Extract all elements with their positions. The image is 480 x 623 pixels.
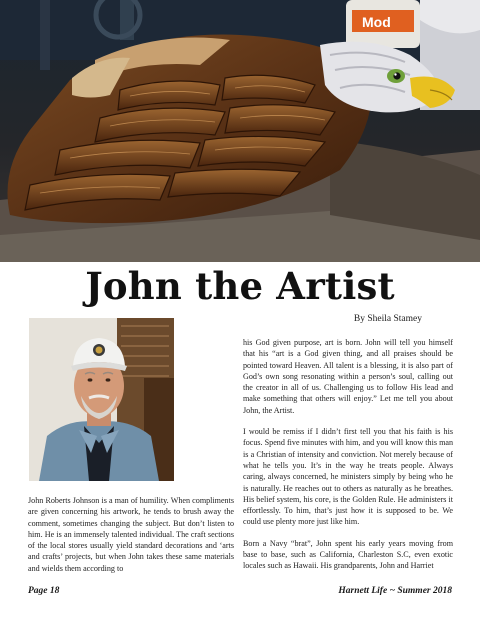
byline: By Sheila Stamey (353, 314, 422, 324)
article-right-column (243, 337, 453, 582)
page-number: Page 18 (28, 586, 60, 596)
portrait-photo-john (29, 318, 174, 481)
paragraph: Born a Navy “brat”, John spent his early years moving from base to base, such as California, Charleston S.C, even exotic locales such as Hawaii. His grandparents, John and Harriet (243, 538, 453, 571)
hero-photo-carved-eagle (0, 0, 480, 262)
article-title: John the Artist (85, 264, 395, 308)
article-left-column (28, 495, 234, 584)
paragraph: his God given purpose, art is born. John will tell you himself that his “art is a God given thing, and all praises should be pointed toward Heaven. All talent is a blessing, it is also part of God’s own song resonating within a person’s soul, calling out the creator in all of us. Challenging us to follow His lead and make something that others will enjoy.” Let me tell you about John, the Artist. (243, 338, 453, 415)
paragraph: John Roberts Johnson is a man of humility. When compliments are given concerning his artwork, he tends to brush away the comment, sometimes changing the subject. But don’t listen to him. He is an immensely talented individual. The craft sections of the local stores usually yield standard decorations and ‘arts and crafts’ projects, but when John takes these same materials and wields them according to (28, 496, 234, 573)
magazine-footer: Harnett Life ~ Summer 2018 (338, 586, 452, 596)
paragraph: I would be remiss if I didn’t first tell you that his faith is his focus. Spend five minutes with him, and you will know this man is a Christian of intensity and conviction. Not merely because of what he tells you. It’s in the way he treats people. Always caring, always concerned, he ministers simply by being who he is naturally. He reaches out to others as naturally as he breathes. His belief system, his core, is the Golden Rule. He administers it effortlessly. To him, that’s just how it is supposed to be. We could use plenty more just like him. (243, 427, 453, 527)
jar-label: Mod (362, 14, 391, 30)
